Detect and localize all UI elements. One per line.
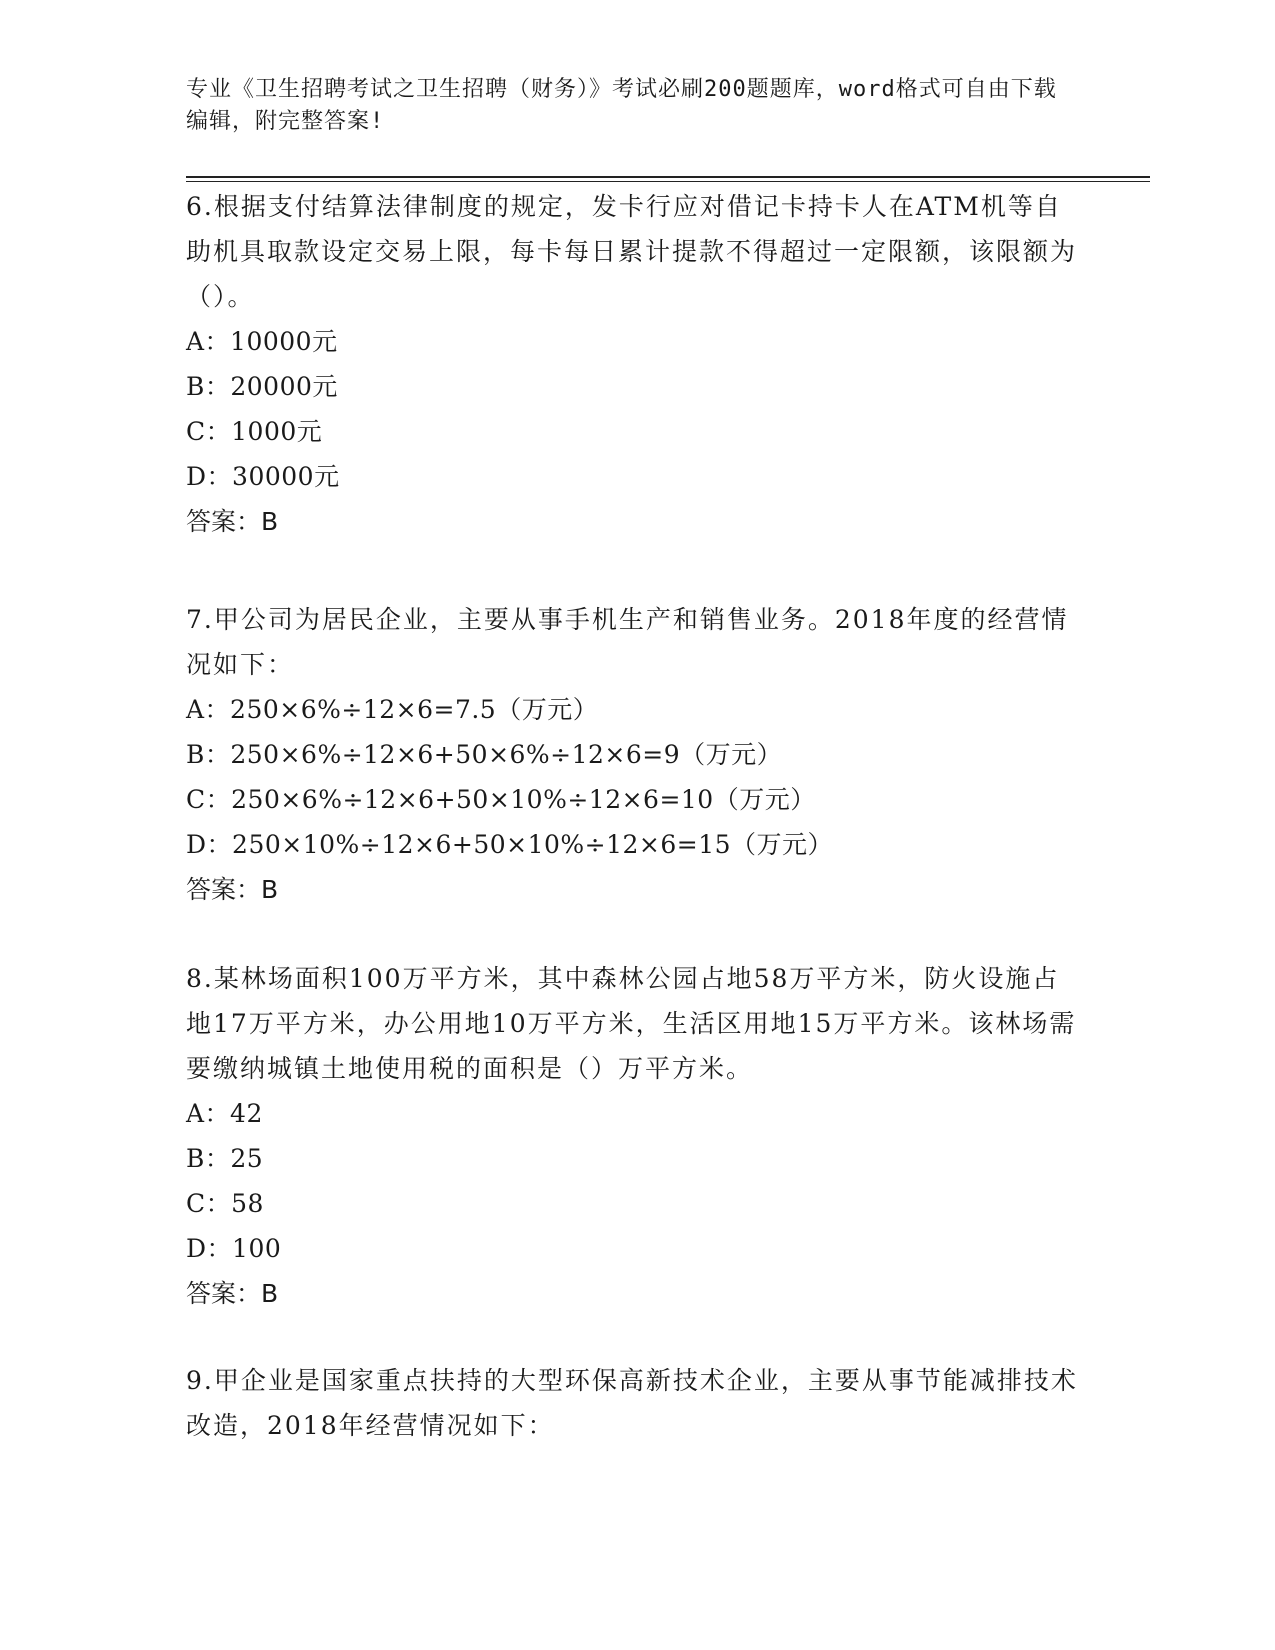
option-a: A：42	[186, 1099, 263, 1128]
header-divider	[186, 176, 1150, 182]
question-stem: 8.某林场面积100万平方米，其中森林公园占地58万平方米，防火设施占地17万平方米，办公用地10万平方米，生活区用地15万平方米。该林场需要缴纳城镇土地使用税的面积是（）万平方米。	[186, 964, 1077, 1083]
option-d: D：250×10%÷12×6+50×10%÷12×6=15（万元）	[186, 830, 834, 859]
answer: 答案：B	[186, 507, 279, 536]
option-d: D：100	[186, 1234, 282, 1263]
option-c: C：250×6%÷12×6+50×10%÷12×6=10（万元）	[186, 785, 816, 814]
option-a: A：250×6%÷12×6=7.5（万元）	[186, 695, 599, 724]
question-6	[186, 184, 1086, 544]
answer: 答案：B	[186, 875, 279, 904]
answer: 答案：B	[186, 1279, 279, 1308]
option-d: D：30000元	[186, 462, 340, 491]
option-b: B：250×6%÷12×6+50×6%÷12×6=9（万元）	[186, 740, 783, 769]
option-b: B：20000元	[186, 372, 338, 401]
option-b: B：25	[186, 1144, 264, 1173]
question-stem: 6.根据支付结算法律制度的规定，发卡行应对借记卡持卡人在ATM机等自助机具取款设定交易上限，每卡每日累计提款不得超过一定限额，该限额为（）。	[186, 192, 1078, 311]
option-a: A：10000元	[186, 327, 338, 356]
option-c: C：1000元	[186, 417, 323, 446]
page-header: 专业《卫生招聘考试之卫生招聘（财务）》考试必刷200题题库，word格式可自由下载编辑，附完整答案!	[186, 77, 1057, 134]
question-7	[186, 597, 1086, 912]
option-c: C：58	[186, 1189, 264, 1218]
question-stem: 9.甲企业是国家重点扶持的大型环保高新技术企业，主要从事节能减排技术改造，2018年经营情况如下：	[186, 1366, 1078, 1440]
question-stem: 7.甲公司为居民企业，主要从事手机生产和销售业务。2018年度的经营情况如下：	[186, 605, 1069, 679]
question-9	[186, 1358, 1086, 1448]
question-8	[186, 956, 1086, 1316]
